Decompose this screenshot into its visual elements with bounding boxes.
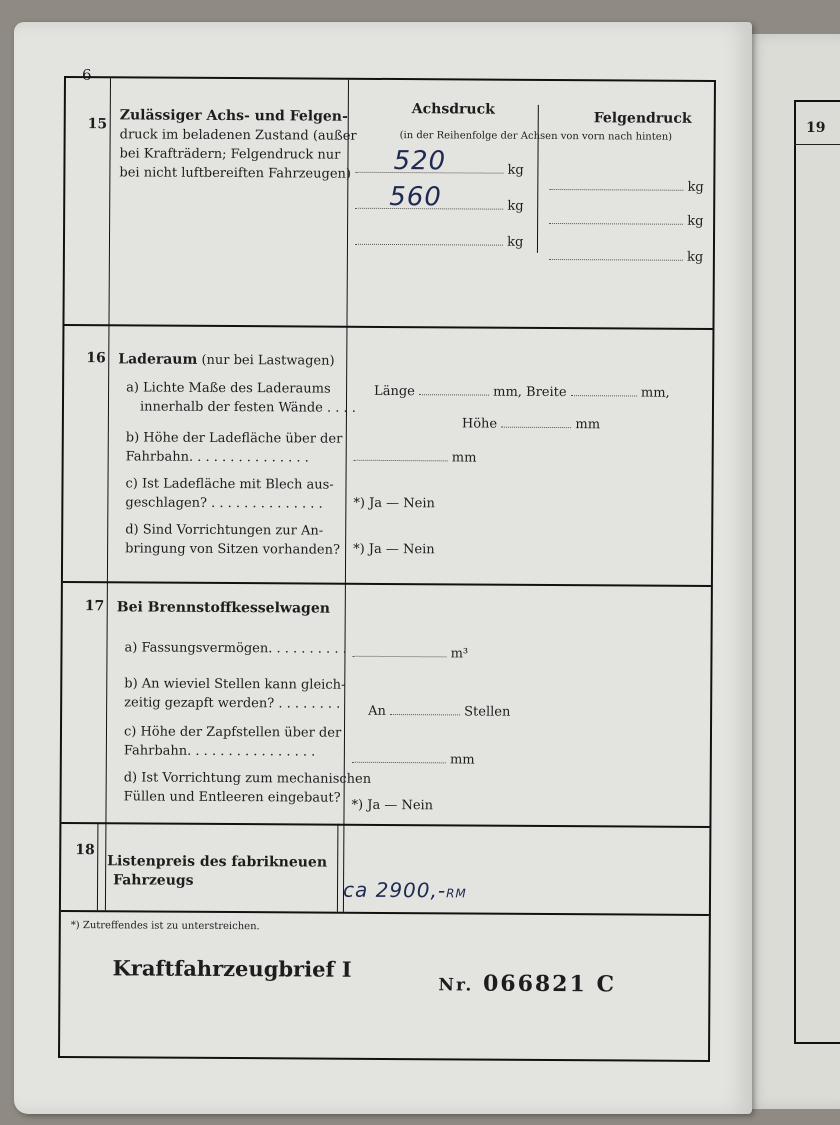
number-column-rule: [105, 78, 111, 910]
adjacent-page-frame: [794, 100, 840, 1044]
form-frame: [58, 76, 716, 1062]
axle-value-1: 520: [393, 146, 447, 177]
capacity-field: m³: [352, 644, 468, 664]
section-15-number: 15: [87, 116, 108, 133]
section-17a-label: a) Fassungsvermögen. . . . . . . . . .: [124, 640, 347, 657]
section-17-title: Bei Brennstoffkesselwagen: [116, 599, 330, 617]
axle-row-1: kg: [355, 160, 523, 180]
section-16d-label: d) Sind Vorrichtungen zur An- bringung von Sitzen vorhanden?: [125, 522, 340, 558]
page-number: 6: [82, 66, 92, 84]
section-16b-label: b) Höhe der Ladefläche über der Fahrbahn. . . . . . . . . . . . . . .: [125, 430, 343, 466]
load-height-field: Höhe mm: [461, 416, 601, 433]
axle-value-2: 560: [389, 181, 442, 213]
axle-order-note: (in der Reihenfolge der Achsen von vorn nach hinten): [399, 130, 673, 143]
section-18-value-rule: [337, 824, 339, 912]
section-17d-label: d) Ist Vorrichtung zum mechanischen Füllen und Entleeren eingebaut?: [123, 770, 372, 806]
floor-height-field: mm: [354, 448, 477, 468]
document-title: Kraftfahrzeugbrief I: [112, 955, 352, 982]
section-16a-label: a) Lichte Maße des Laderaums innerhalb der festen Wände . . . .: [126, 380, 356, 416]
section-17-number: 17: [84, 598, 105, 615]
section-divider: [61, 822, 709, 828]
section-16-number: 16: [86, 350, 106, 367]
document-number: Nr. 066821 C: [438, 970, 617, 998]
section-17b-label: b) An wieviel Stellen kann gleich- zeitig gezapft werden? . . . . . . . .: [124, 676, 346, 712]
section-18-rule: [97, 822, 99, 910]
tap-height-field: mm: [352, 750, 475, 770]
section-divider: [63, 581, 711, 587]
footnote: *) Zutreffendes ist zu unterstreichen.: [70, 920, 260, 933]
mechanical-fill-answer: *) Ja — Nein: [351, 797, 434, 814]
seats-answer: *) Ja — Nein: [353, 541, 435, 558]
adjacent-section-number: 19: [806, 120, 826, 136]
rim-row-1: kg: [549, 177, 703, 197]
section-18-number: 18: [75, 842, 95, 859]
section-17c-label: c) Höhe der Zapfstellen über der Fahrbahn. . . . . . . . . . . . . . . .: [123, 724, 342, 760]
sheet-metal-answer: *) Ja — Nein: [353, 495, 435, 512]
section-15-label: Zulässiger Achs- und Felgen- druck im beladenen Zustand (außer bei Krafträdern; Felgendruck nur bei nicht luftbereiften Fahrzeugen): [119, 107, 357, 182]
section-16-title: Laderaum (nur bei Lastwagen): [118, 351, 335, 369]
list-price-value: ca 2900,-RM: [342, 877, 467, 903]
adjacent-page-rule: [794, 144, 840, 145]
section-divider: [64, 324, 712, 330]
axle-row-2: kg: [355, 196, 523, 216]
axle-pressure-header: Achsdruck: [411, 101, 495, 118]
section-18-label: Listenpreis des fabrikneuen Fahrzeugs: [107, 853, 328, 889]
axle-row-3: kg: [355, 232, 523, 252]
rim-row-2: kg: [549, 211, 703, 231]
tap-points-field: An Stellen: [368, 703, 511, 720]
section-divider: [61, 910, 709, 916]
section-16c-label: c) Ist Ladefläche mit Blech aus- geschlagen? . . . . . . . . . . . . . .: [125, 476, 334, 512]
load-length-field: Länge mm, Breite mm,: [374, 383, 670, 401]
rim-row-3: kg: [549, 247, 703, 267]
rim-pressure-header: Felgendruck: [593, 110, 692, 127]
